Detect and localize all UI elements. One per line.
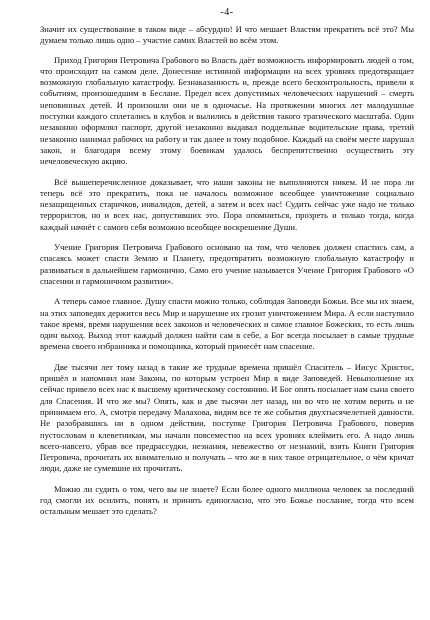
paragraph-2: Приход Григория Петровича Грабового во Власть даёт возможность информировать людей о том, что происходит на самом деле. Донесение истинной информации на всех уровнях предотвращает возможную глобальную катастрофу. Безнаказанность и, прежде всего бесконтрольность, привели к событиям, произошедшим в Беслане. Предел всех допустимых человеческих нарушений – смерть неповинных детей. И произошли они не в одночасье. На протяжении многих лет малодушные поступки каждого сплетались в клубок и вылились в действия такого трагического масштаба. Один незаконно оформлял паспорт, другой незаконно выдавал поддельные водительские права, третий незаконно нанимал рабочих на работу и так далее и тому подобное. Каждый на своём месте нарушал закон, и благодаря всему этому боевикам удалось беспрепятственно осуществить эту нечеловеческую акцию. [40,54,414,167]
paragraph-4: Учение Григория Петровича Грабового основано на том, что человек должен спастись сам, а спасаясь может спасти Землю и Планету, предотвратить возможную глобальную катастрофу и развиваться в дальнейшем гармонично. Само его учение называется Учение Григория Грабового «О спасении и гармоничном развитии». [40,242,414,286]
page-number: -4- [220,7,234,18]
paragraph-3: Всё вышеперечисленное доказывает, что наши законы не выполняются никем. И не пора ли теперь всё это прекратить, пока не началось возможное всеобщее уничтожение социально незащищенных старичков, инвалидов, детей, а затем и всех нас! Судить сейчас уже надо не только террористов, но и всех нас, допустивших это. Пора опомниться, прозреть и только тогда, когда каждый начнёт с самого себя возможно всеобщее воскрешение Души. [40,176,414,232]
paragraph-7: Можно ли судить о том, чего вы не знаете? Если более одного миллиона человек за последний год смогли их осилить, понять и принять единогласно, что это Божье послание, тогда что всем остальным мешает это сделать? [40,483,414,517]
paragraph-1: Значит их существование в таком виде – абсурдно! И что мешает Властям прекратить всё это? Мы думаем только лишь одно – участие самих Властей во всём этом. [40,24,414,46]
paragraph-5: А теперь самое главное. Душу спасти можно только, соблюдая Заповеди Божьи. Все мы их знаем, на этих заповедях держится весь Мир и нарушение их грозит уничтожением Мира. А если наступило такое время, время нарушения всех законов и человеческих и самое главное Божеских, то есть лишь один выход. Выход этот каждый должен найти сам в себе, а Бог всегда посылает в самые трудные времена своего избранника и помощника, который принесёт нам спасение. [40,296,414,352]
paragraph-6: Две тысячи лет тому назад в такие же трудные времена пришёл Спаситель – Иисус Христос, пришёл и напомнил нам Законы, по которым устроен Мир в виде Заповедей. Невыполнение их сейчас привело всех нас к высшему критическому состоянию. И Бог опять посылает нам сына своего для Спасения. И что же мы? Опять, как и две тысячи лет назад, ни во что не хотим верить и не принимаем его. А, смотря передачу Малахова, видим все те же события двухтысячелетней давности. Не разобравшись ни в одном действии, поступке Григория Петровича Грабового, поверив пустословам и клеветникам, мы начали повсеместно на всех уровнях клеймить его. А надо лишь всего-навсего, убрав все предрассудки, незнания, невежество от незнаний, взять Книги Григория Петровича, прочитать их внимательно и получать – что же в них такое отрицательное, о чём кричат люди, даже не сумевшие их прочитать. [40,361,414,474]
